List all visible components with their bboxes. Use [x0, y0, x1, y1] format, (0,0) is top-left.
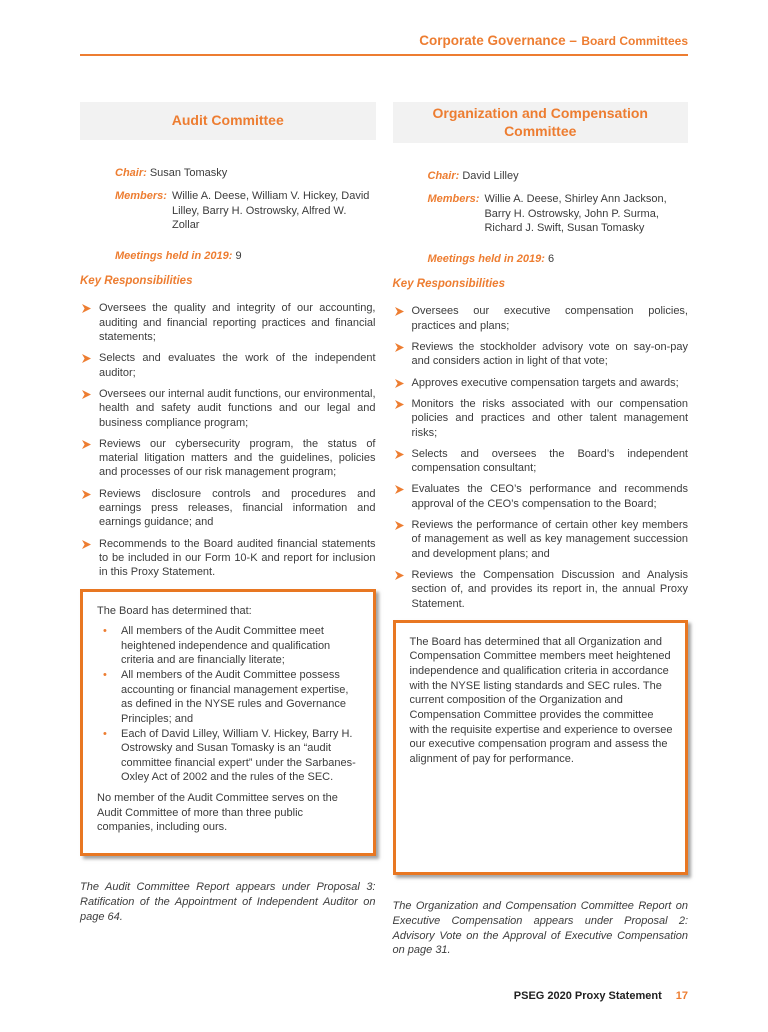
- meetings-count: 9: [235, 250, 242, 263]
- list-item: [80, 537, 376, 580]
- chair-row: [428, 169, 689, 183]
- breadcrumb-section: Corporate Governance –: [419, 33, 577, 48]
- box-bullet-text: All members of the Audit Committee possess accounting or financial management expertise, as defined in the NYSE rules and Governance Principles; and: [121, 669, 349, 725]
- board-determination-box: [393, 620, 689, 875]
- list-item: [393, 518, 689, 561]
- box-outro: No member of the Audit Committee serves on the Audit Committee of more than three public companies, including ours.: [97, 792, 338, 834]
- arrow-bullet-icon: [82, 440, 91, 449]
- dot-bullet-icon: •: [103, 625, 107, 638]
- arrow-bullet-icon: [82, 354, 91, 363]
- page-footer: [514, 990, 688, 1002]
- arrow-bullet-icon: [395, 400, 404, 409]
- members-label: Members:: [115, 190, 167, 203]
- responsibility-text: Reviews our cybersecurity program, the status of material litigation matters and the guidelines, policies and processes of our risk management program;: [99, 437, 376, 479]
- arrow-bullet-icon: [395, 379, 404, 388]
- members-label: Members:: [427, 193, 480, 206]
- box-bullet-text: All members of the Audit Committee meet heightened independence and qualification criteria and are financially literate;: [121, 625, 331, 667]
- responsibilities-list: [393, 304, 689, 610]
- list-item: [393, 447, 689, 476]
- chair-row: [115, 166, 376, 180]
- box-bullet-text: Each of David Lilley, William V. Hickey, Barry H. Ostrowsky and Susan Tomasky is an “audit committee financial expert” under the Sarbanes-Oxley Act of 2002 and the rules of the SEC.: [121, 727, 356, 784]
- responsibility-text: Oversees the quality and integrity of our accounting, auditing and financial reporting practices and financial statements;: [99, 302, 376, 344]
- page-header: [80, 32, 688, 56]
- list-item: [80, 301, 376, 344]
- org-comp-committee-column: [393, 102, 689, 958]
- arrow-bullet-icon: [82, 390, 91, 399]
- chair-name: David Lilley: [462, 170, 519, 182]
- key-responsibilities-heading: Key Responsibilities: [80, 275, 193, 288]
- box-intro: The Board has determined that:: [97, 604, 252, 617]
- breadcrumb-subsection: Board Committees: [581, 34, 688, 48]
- list-item: [103, 668, 361, 727]
- list-item: [393, 376, 689, 390]
- arrow-bullet-icon: [395, 307, 404, 316]
- responsibility-text: Oversees our executive compensation policies, practices and plans;: [411, 305, 688, 332]
- meetings-count: 6: [547, 253, 555, 266]
- members-names: Willie A. Deese, Shirley Ann Jackson, Barry H. Ostrowsky, John P. Surma, Richard J. Swift, Susan Tomasky: [484, 193, 667, 234]
- responsibility-text: Reviews the performance of certain other key members of management as well as key management succession and development plans; and: [411, 519, 688, 560]
- list-item: [393, 568, 689, 611]
- committee-columns: [80, 102, 688, 958]
- responsibility-text: Evaluates the CEO’s performance and recommends approval of the CEO’s compensation to the Board;: [411, 483, 688, 510]
- dot-bullet-icon: •: [103, 727, 107, 740]
- report-note: The Organization and Compensation Committee Report on Executive Compensation appears under Proposal 2: Advisory Vote on the Approval of Executive Compensation on page 31.: [392, 899, 688, 957]
- committee-title-org-comp: Organization and Compensation Committee: [393, 102, 689, 143]
- arrow-bullet-icon: [395, 521, 404, 530]
- footer-document-title: PSEG 2020 Proxy Statement: [513, 990, 662, 1002]
- box-bullet-list: [103, 624, 361, 785]
- footer-page-number: 17: [675, 990, 688, 1002]
- members-names: Willie A. Deese, William V. Hickey, David Lilley, Barry H. Ostrowsky, Alfred W. Zollar: [171, 190, 370, 231]
- chair-label: Chair:: [427, 170, 460, 182]
- responsibility-text: Reviews the stockholder advisory vote on say-on-pay and considers action in light of that vote;: [411, 341, 688, 368]
- meetings-label: Meetings held in 2019:: [427, 253, 545, 266]
- arrow-bullet-icon: [395, 450, 404, 459]
- responsibility-text: Reviews disclosure controls and procedures and earnings press releases, financial information and earnings guidance; and: [99, 487, 376, 529]
- list-item: [393, 397, 689, 440]
- arrow-bullet-icon: [395, 571, 404, 580]
- meetings-row: [115, 249, 376, 263]
- audit-committee-column: [80, 102, 376, 958]
- key-responsibilities-heading: Key Responsibilities: [392, 278, 505, 291]
- board-determination-box: [80, 589, 376, 856]
- meetings-row: [428, 252, 689, 266]
- responsibility-text: Approves executive compensation targets and awards;: [411, 376, 679, 389]
- arrow-bullet-icon: [82, 304, 91, 313]
- list-item: [103, 727, 361, 786]
- report-note: The Audit Committee Report appears under Proposal 3: Ratification of the Appointment of Independent Auditor on page 64.: [80, 880, 376, 923]
- responsibility-text: Monitors the risks associated with our compensation policies and practices and other talent management risks;: [411, 397, 688, 439]
- arrow-bullet-icon: [82, 490, 91, 499]
- responsibility-text: Selects and oversees the Board’s independent compensation consultant;: [411, 447, 688, 475]
- meetings-label: Meetings held in 2019:: [115, 250, 233, 263]
- chair-name: Susan Tomasky: [149, 167, 228, 179]
- chair-label: Chair:: [115, 167, 147, 179]
- responsibility-text: Oversees our internal audit functions, our environmental, health and safety audit functions and our legal and business compliance program;: [99, 387, 376, 429]
- dot-bullet-icon: •: [103, 669, 107, 682]
- committee-info: [80, 166, 376, 263]
- list-item: [103, 624, 361, 668]
- committee-info: [393, 169, 689, 266]
- responsibilities-list: [80, 301, 376, 579]
- responsibility-text: Selects and evaluates the work of the independent auditor;: [99, 352, 376, 379]
- arrow-bullet-icon: [82, 540, 91, 549]
- responsibility-text: Recommends to the Board audited financial statements to be included in our Form 10-K and report for inclusion in this Proxy Statement.: [99, 537, 376, 579]
- list-item: [393, 340, 689, 369]
- members-row: [428, 192, 689, 235]
- list-item: [80, 351, 376, 380]
- committee-title-audit: Audit Committee: [80, 102, 376, 140]
- list-item: [393, 304, 689, 333]
- arrow-bullet-icon: [395, 485, 404, 494]
- members-row: [115, 189, 376, 232]
- arrow-bullet-icon: [395, 343, 404, 352]
- list-item: [80, 387, 376, 430]
- list-item: [80, 487, 376, 530]
- box-text: The Board has determined that all Organization and Compensation Committee members meet heightened independence and qualification criteria in accordance with the NYSE listing standards and SEC rules. The current composition of the Organization and Compensation Committee provides the committee with the requisite expertise and experience to oversee our executive compensation program and assess the alignment of pay for performance.: [409, 635, 673, 765]
- list-item: [393, 482, 689, 511]
- list-item: [80, 437, 376, 480]
- responsibility-text: Reviews the Compensation Discussion and Analysis section of, and provides its report in, the annual Proxy Statement.: [411, 568, 688, 610]
